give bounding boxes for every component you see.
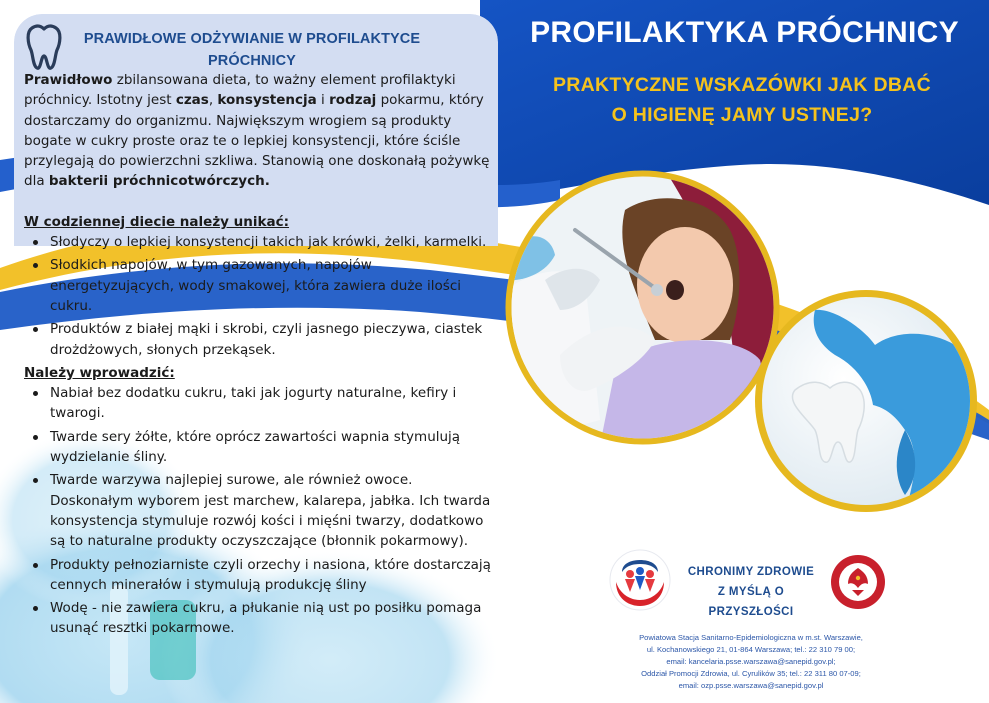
nutrition-panel	[14, 14, 498, 703]
avoid-item: Słodkich napojów, w tym gazowanych, napojów energetyzujących, wody smakowej, która zawiera duże ilości cukru.	[24, 255, 494, 316]
tooth-in-glove-photo	[755, 290, 977, 512]
avoid-list	[24, 232, 494, 360]
introduce-item: Nabiał bez dodatku cukru, taki jak jogurty naturalne, kefiry i twarogi.	[24, 383, 494, 424]
introduce-list	[24, 383, 494, 639]
main-title: PROFILAKTYKA PRÓCHNICY	[530, 16, 959, 49]
contact-line: Oddział Promocji Zdrowia, ul. Cyrulików 35; tel.: 22 311 80 07-09;	[641, 669, 861, 678]
introduce-item: Produkty pełnoziarniste czyli orzechy i nasiona, które dostarczają cennych minerałów i stymulują produkcję śliny	[24, 555, 494, 596]
panel-title	[72, 28, 432, 72]
contact-line: Powiatowa Stacja Sanitarno-Epidemiologiczna w m.st. Warszawie,	[639, 633, 863, 642]
intro-paragraph: Prawidłowo zbilansowana dieta, to ważny element profilaktyki próchnicy. Istotny jest czas, konsystencja i rodzaj pokarmu, który dostarczamy do organizmu. Największym wrogiem są produkty bogate w cukry proste oraz te o lepkiej konsystencji, które ściśle przylegają do powierzchni szkliwa. Stanowią one doskonałą pożywkę dla bakterii próchnicotwórczych.	[24, 72, 490, 190]
tooth-icon	[24, 22, 64, 72]
contact-line: email: ozp.psse.warszawa@sanepid.gov.pl	[678, 681, 824, 690]
contact-line: email: kancelaria.psse.warszawa@sanepid.gov.pl;	[666, 657, 836, 666]
avoid-item: Słodyczy o lepkiej konsystencji takich jak krówki, żelki, karmelki.	[24, 232, 494, 252]
slogan	[676, 562, 826, 622]
dental-checkup-photo	[505, 170, 780, 445]
slogan-line2: Z MYŚLĄ O PRZYSZŁOŚCI	[708, 586, 794, 618]
health-protection-logo	[608, 548, 672, 612]
introduce-item: Twarde warzywa najlepiej surowe, ale również owoce. Doskonałym wyborem jest marchew, kalarepa, jabłka. Ich twarda konsystencja stymuluje rozwój kości i mięśni twarzy, dodatkowo są to naturalne produkty oczyszczające (błonnik pokarmowy).	[24, 470, 494, 551]
slogan-line1: CHRONIMY ZDROWIE	[687, 566, 815, 578]
introduce-item: Twarde sery żółte, które oprócz zawartości wapnia stymulują wydzielanie śliny.	[24, 427, 494, 468]
panel-title-line2: PRÓCHNICY	[208, 53, 296, 69]
avoid-heading: W codziennej diecie należy unikać:	[24, 213, 290, 230]
contact-line: ul. Kochanowskiego 21, 01-864 Warszawa; tel.: 22 310 79 00;	[646, 645, 856, 654]
subtitle	[532, 70, 952, 130]
subtitle-line2: O HIGIENĘ JAMY USTNEJ?	[611, 104, 873, 126]
subtitle-line1: PRAKTYCZNE WSKAZÓWKI JAK DBAĆ	[552, 74, 932, 96]
panel-content	[24, 70, 494, 642]
contact-info	[610, 632, 892, 692]
panel-title-line1: PRAWIDŁOWE ODŻYWIANIE W PROFILAKTYCE	[83, 31, 421, 47]
introduce-item: Wodę - nie zawiera cukru, a płukanie nią ust po posiłku pomaga usunąć resztki pokarmowe.	[24, 598, 494, 639]
avoid-item: Produktów z białej mąki i skrobi, czyli jasnego pieczywa, ciastek drożdżowych, słonych przekąsek.	[24, 319, 494, 360]
introduce-heading: Należy wprowadzić:	[24, 364, 175, 381]
sanitary-inspection-emblem	[830, 554, 886, 610]
